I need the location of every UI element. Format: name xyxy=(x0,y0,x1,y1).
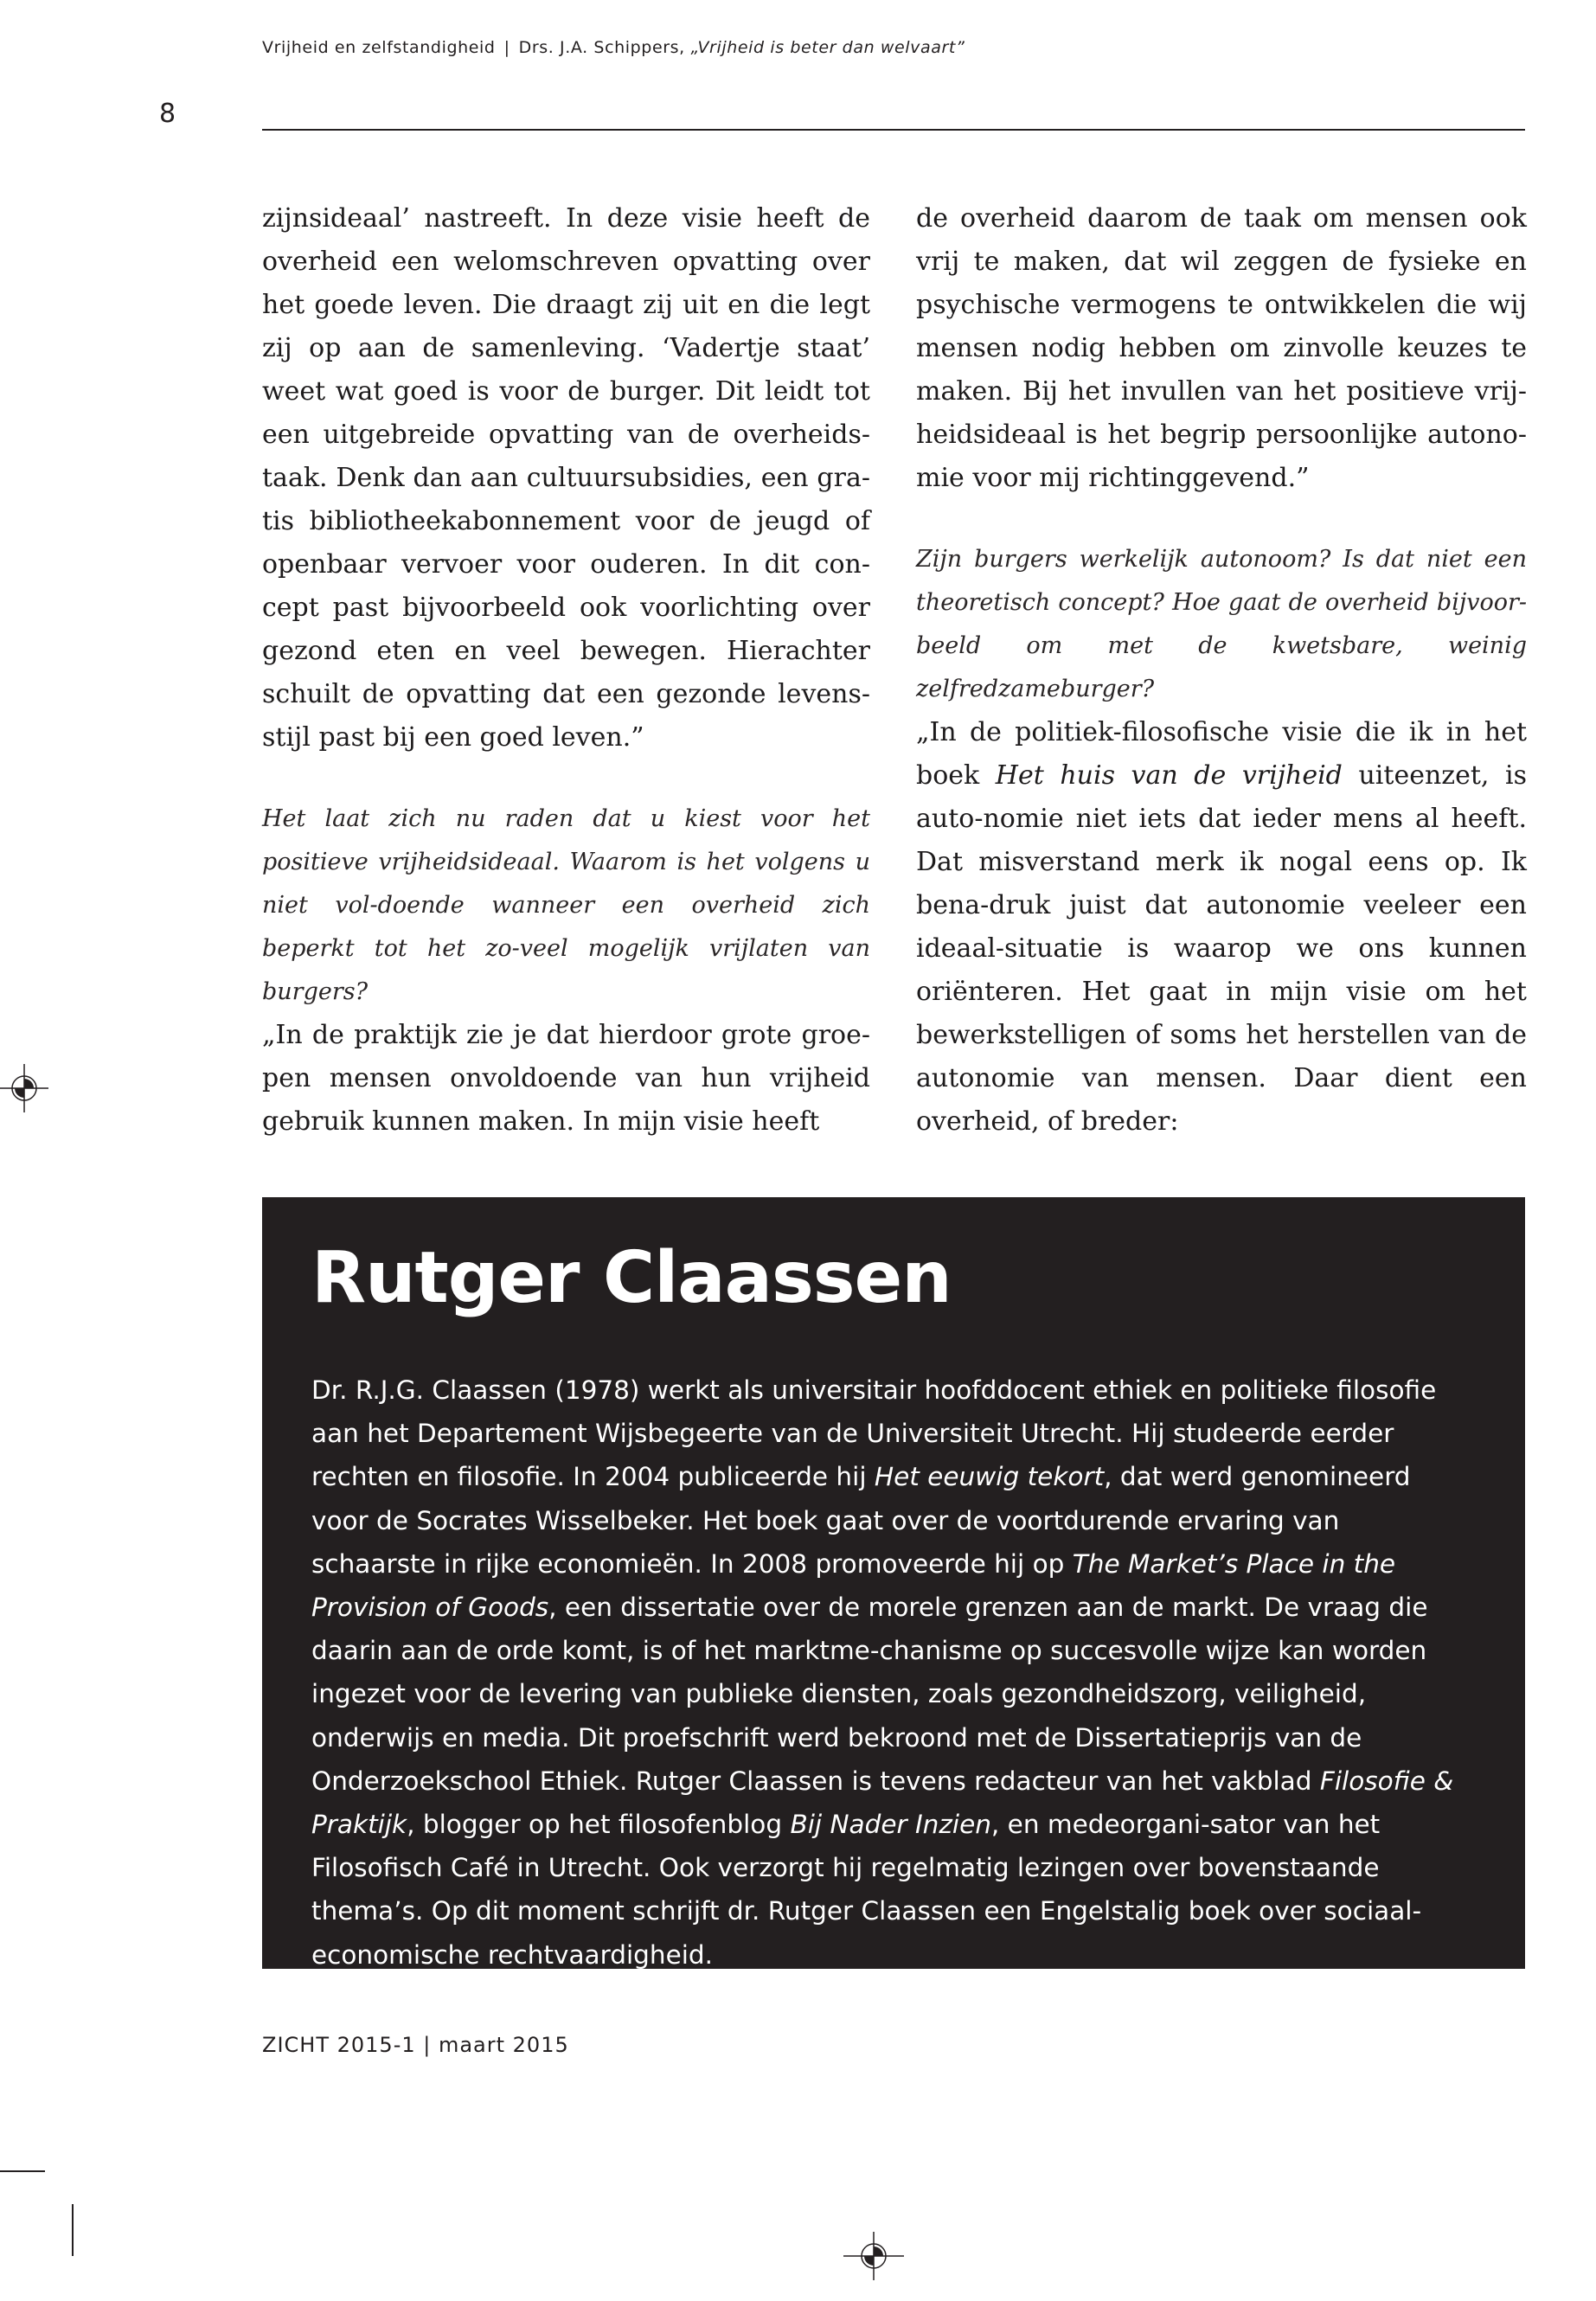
right-column xyxy=(916,197,1527,1144)
crop-mark-icon xyxy=(0,2170,45,2172)
bio-italic-3: Filosofie & Praktijk xyxy=(311,1766,1454,1840)
header-section: Vrijheid en zelfstandigheid xyxy=(262,38,496,57)
right-p2-start: „In de politiek-filosofische visie die ik in het boek xyxy=(916,717,1527,791)
registration-mark-icon xyxy=(843,2232,904,2280)
running-header xyxy=(262,38,1525,57)
author-bio-box xyxy=(262,1197,1525,1969)
right-paragraph-1: de overheid daarom de taak om mensen ook vrij te maken, dat wil zeggen de fysieke en psychische vermogens te ontwikkelen die wij mensen nodig hebben om zinvolle keuzes te maken. Bij het invullen van het positieve vrij-heidsideaal is het begrip persoonlijke autono-mie voor mij richtinggevend.” xyxy=(916,203,1527,493)
header-article-title: „Vrijheid is beter dan welvaart” xyxy=(690,38,965,57)
bio-italic-1: Het eeuwig tekort xyxy=(874,1462,1105,1492)
right-paragraph-2 xyxy=(916,711,1527,1144)
header-rule xyxy=(262,129,1525,131)
header-separator: | xyxy=(503,38,510,57)
bio-text-3: , een dissertatie over de morele grenzen aan de markt. De vraag die daarin aan de orde komt, is of het marktme-chanisme op succesvolle wijze kan worden ingezet voor de levering van publieke diensten, zoals gezondheidszorg, veiligheid, onderwijs en media. Dit proefschrift werd bekroond met de Dissertatieprijs van de Onderzoekschool Ethiek. Rutger Claassen is tevens redacteur van het vakblad xyxy=(311,1593,1428,1796)
bio-text-1: Dr. R.J.G. Claassen (1978) werkt als universitair hoofddocent ethiek en politieke filosofie aan het Departement Wijsbegeerte van de Universiteit Utrecht. Hij studeerde eerder rechten en filosofie. In 2004 publiceerde hij xyxy=(311,1375,1437,1492)
bio-name: Rutger Claassen xyxy=(311,1237,952,1319)
left-interview-question: Het laat zich nu raden dat u kiest voor het positieve vrijheidsideaal. Waarom is het volgens u niet vol-doende wanneer een overheid zich beperkt tot het zo-veel mogelijk vrijlaten van burgers? xyxy=(262,805,870,1005)
crop-mark-icon xyxy=(72,2204,74,2256)
bio-text-4: , blogger op het filosofenblog xyxy=(407,1810,791,1840)
left-paragraph-2: „In de praktijk zie je dat hierdoor grote groe-pen mensen onvoldoende van hun vrijheid gebruik kunnen maken. In mijn visie heeft xyxy=(262,1020,870,1137)
registration-mark-icon xyxy=(0,1064,48,1112)
bio-italic-4: Bij Nader Inzien xyxy=(790,1810,991,1840)
book-title: Het huis van de vrijheid xyxy=(995,760,1343,791)
page-number: 8 xyxy=(159,99,176,129)
bio-italic-2: The Market’s Place in the Provision of Goods xyxy=(311,1548,1396,1623)
bio-text-2: , dat werd genomineerd voor de Socrates Wisselbeker. Het boek gaat over de voortdurende ervaring van schaarste in rijke economieën. In 2008 promoveerde hij op xyxy=(311,1462,1411,1579)
right-p2-end: uiteenzet, is auto-nomie niet iets dat ieder mens al heeft. Dat misverstand merk ik nogal eens op. Ik bena-druk juist dat autonomie veeleer een ideaal-situatie is waarop we ons kunnen oriënteren. Het gaat in mijn visie om het bewerkstelligen of soms het herstellen van de autonomie van mensen. Daar dient een overheid, of breder: xyxy=(916,760,1527,1137)
header-author: Drs. J.A. Schippers, xyxy=(518,38,685,57)
bio-text xyxy=(311,1368,1469,1977)
left-paragraph-1: zijnsideaal’ nastreeft. In deze visie heeft de overheid een welomschreven opvatting over het goede leven. Die draagt zij uit en die legt zij op aan de samenleving. ‘Vadertje staat’ weet wat goed is voor de burger. Dit leidt tot een uitgebreide opvatting van de overheids-taak. Denk dan aan cultuursubsidies, een gra-tis bibliotheekabonnement voor de jeugd of openbaar vervoer voor ouderen. In dit con-cept past bijvoorbeeld ook voorlichting over gezond eten en veel bewegen. Hierachter schuilt de opvatting dat een gezonde levens-stijl past bij een goed leven.” xyxy=(262,203,870,753)
page-footer: ZICHT 2015-1 | maart 2015 xyxy=(262,2033,569,2057)
left-column xyxy=(262,197,870,1144)
right-interview-question: Zijn burgers werkelijk autonoom? Is dat niet een theoretisch concept? Hoe gaat de overheid bijvoor-beeld om met de kwetsbare, weinig zelfredzameburger? xyxy=(916,546,1527,702)
bio-text-5: , en medeorgani-sator van het Filosofisch Café in Utrecht. Ook verzorgt hij regelmatig lezingen over bovenstaande thema’s. Op dit moment schrijft dr. Rutger Claassen een Engelstalig boek over sociaal-economische rechtvaardigheid. xyxy=(311,1810,1422,1970)
